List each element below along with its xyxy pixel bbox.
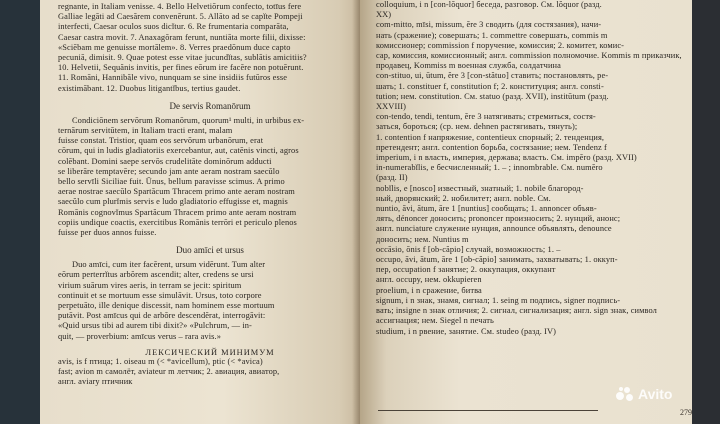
right-page: [360, 0, 692, 424]
text-line: XX): [376, 10, 392, 20]
text-line: доносить; нем. Nuntius m: [376, 234, 469, 244]
text-line: avis, is f птица; 1. oiseau m (< *avicellum), ptic (< *avica): [58, 356, 263, 366]
text-line: Caesar castra movit. 7. Anaxagŏram ferunt, nuntiāta morte filii, dixisse:: [58, 32, 306, 42]
text-line: XXVIII): [376, 102, 407, 112]
text-line: pecuniā, dimisit. 9. Quae potest esse vitae jucundĭtas, sublātis amicitiis?: [58, 53, 307, 63]
section-heading: De servis Romanōrum: [169, 100, 251, 111]
text-line: Condiciōnem servōrum Romanōrum, quorum¹ multi, in urbibus ex-: [72, 115, 305, 125]
text-line: 1. contention f напряжение, contentieux спорный; 2. тенденция,: [376, 132, 605, 142]
text-line: colēbant. Domini saepe servōs crudelitāte dominōrum adducti: [58, 156, 272, 166]
text-line: com-mitto, mīsi, missum, ĕre 3 сводить (для состязания), начи-: [376, 20, 602, 30]
text-line: quit, — proverbium: amīcus verus – rara avis.»: [58, 331, 221, 341]
text-line: bello servīli Siciliae fuit. Ūnus, bellum paravisse scimus. A primo: [58, 177, 285, 187]
text-line: ассигнация; нем. Siegel n печать: [376, 316, 494, 326]
text-line: (разд. II): [376, 173, 408, 183]
text-line: англ. aviary птичник: [58, 377, 133, 387]
text-line: proelium, i n сражение, битва: [376, 285, 482, 295]
text-line: cōrum, qui in ludis gladiatoriis exercebantur, aut, catēnis vincti, agros: [58, 146, 299, 156]
text-line: fuisse constat. Tristior, quam eos servōrum urbanōrum, erat: [58, 136, 264, 146]
text-line: нать (сражение); совершать; 1. commettre совершать, commis m: [376, 30, 608, 40]
text-line: Romānis cognovĭmus Spartăcum Thracem primo ante aeram nostram: [58, 207, 297, 217]
text-line: Duo amīci, cum iter facĕrent, ursum vidērunt. Tum alter: [72, 260, 266, 270]
text-line: con-tendo, tendi, tentum, ĕre 3 натягивать; стремиться, состя-: [376, 112, 596, 122]
text-line: fast; avion m самолёт, aviateur m летчик; 2. авиация, авиатор,: [58, 367, 280, 377]
text-line: Galliae legāti ad Caesărem convenērunt. 5. Allāto ad se capĭte Pompeji: [58, 12, 303, 22]
text-line: шать; 1. constituer f, constitution f; 2. конституция; англ. consti-: [376, 81, 604, 91]
text-line: imperium, i n власть, империя, держава; власть. См. impĕro (разд. XVII): [376, 153, 637, 163]
text-line: англ. nunciature служение нунция, announce объявлять, denounce: [376, 224, 612, 234]
text-line: putāvit. Post amīcus qui de arbŏre descendĕrat, interrogāvit:: [58, 311, 266, 321]
text-line: con-stituo, ui, ūtum, ĕre 3 [con-stătuo] ставить; постановлять, ре-: [376, 71, 609, 81]
text-line: вать; insigne n знак отличия; 2. сигнал, сигнализация; англ. sign знак, символ: [376, 306, 657, 316]
text-line: signum, i n знак, знамя, сигнал; 1. seing m подпись, signer подпись-: [376, 295, 621, 305]
text-line: occāsio, ōnis f [ob-căpio] случай, возможность; 1. –: [376, 244, 561, 254]
text-line: aerae nostrae saecŭlo Spartăcum Thracem primo ante aeram nostram: [58, 187, 295, 197]
text-line: «Sciēbam me genuisse mortālem». 8. Verres praedōnum duce capto: [58, 42, 291, 52]
text-line: «Quid ursus tibi ad aurem tibi dixit?» «Pulchrum, — in-: [58, 321, 252, 331]
text-line: 11. Romāni, Hannibăle vivo, nunquam se sine insidiis futūros esse: [58, 73, 288, 83]
page-number: 279: [680, 408, 692, 417]
text-line: regnante, in Italiam venisse. 4. Bello Helvetiōrum confecto, totīus fere: [58, 2, 302, 11]
text-line: continuit et se mortuum esse simulāvit. Ursus, toto corpore: [58, 290, 262, 300]
text-line: лять, dénoncer доносить; prononcer произносить; 2. нунций, анонс;: [376, 214, 621, 224]
text-line: ный, дворянский; 2. нобилитет; англ. noble. См.: [376, 193, 551, 203]
avito-watermark: [616, 386, 672, 402]
text-line: tution; нем. constitution. См. statuo (разд. XVII), institūtum (разд.: [376, 91, 609, 101]
text-line: colloquium, i n [con-lŏquor] беседа, разговор. См. lŏquor (разд.: [376, 0, 602, 9]
text-line: occupo, āvi, ātum, āre 1 [ob-căpio] занимать, захватывать; 1. оккуп-: [376, 255, 618, 265]
text-line: eōrum perterrĭtus arbŏrem ascendit; alter, credens se ursi: [58, 270, 254, 280]
footnote-rule: [378, 410, 598, 411]
text-line: in-numerabĭlis, e бесчисленный; 1. – ; innombrable. См. numĕro: [376, 163, 603, 173]
section-heading: Duo amīci et ursus: [176, 245, 244, 256]
text-line: комиссионер; commission f поручение, комиссия; 2. комитет, комис-: [376, 40, 625, 50]
text-line: fuisse per duos annos fuisse.: [58, 228, 157, 238]
text-line: nuntio, āvi, ātum, āre 1 [nuntius] сообщать; 1. annoncer объяв-: [376, 204, 597, 214]
text-line: perpetuāto, ille denique discessit, nam hominem esse mortuum: [58, 301, 275, 311]
text-line: заться, бороться; (ср. нем. dehnen растягивать, тянуть);: [376, 122, 578, 132]
text-line: existimābant. 12. Duobus litigantĭbus, tertius gaudet.: [58, 83, 241, 93]
lexical-minimum-heading: ЛЕКСИЧЕСКИЙ МИНИМУМ: [145, 347, 275, 357]
text-line: сар, комиссия, комиссионный; англ. commission полномочие. Kommis m приказчик,: [376, 51, 682, 61]
text-line: nobĭlis, e [nosco] известный, знатный; 1. nobile благород-: [376, 183, 584, 193]
avito-logo-text: Avito: [638, 386, 673, 402]
text-line: продавец, Kommiss m военная служба, солдатчина: [376, 61, 561, 71]
text-line: se liberāre temptavēre; secundo jam ante aeram nostram saecŭlo: [58, 166, 280, 176]
text-line: copiis undique coactis, exercitibus Romānis terrōri et periculo plenos: [58, 217, 297, 227]
avito-logo-icon: [616, 387, 634, 401]
text-line: пер, occupation f занятие; 2. оккупация, оккупант: [376, 265, 556, 275]
text-line: studium, i n рвение, занятие. См. studeo (разд. IV): [376, 326, 557, 336]
text-line: virium suārum vires aeris, in terram se jecit: spiritum: [58, 280, 242, 290]
text-line: saecŭlo cum plurĭmis servis e ludo gladiatorio effugisse et, magnis: [58, 197, 288, 207]
text-line: 10. Helvetii, Sequănis invitis, per fines eōrum ire facĕre non potuērunt.: [58, 63, 304, 73]
text-line: англ. occupy, нем. okkupieren: [376, 275, 482, 285]
left-page: [40, 0, 372, 424]
text-line: ternārum servitūtem, in Italiam tracti erant, malam: [58, 126, 233, 136]
text-line: interfecti, Caesar oculos suos dicĭtur. 6. Re frumentaria comparāta,: [58, 22, 289, 32]
text-line: претендент; англ. contention борьба, состязание; нем. Tendenz f: [376, 142, 607, 152]
